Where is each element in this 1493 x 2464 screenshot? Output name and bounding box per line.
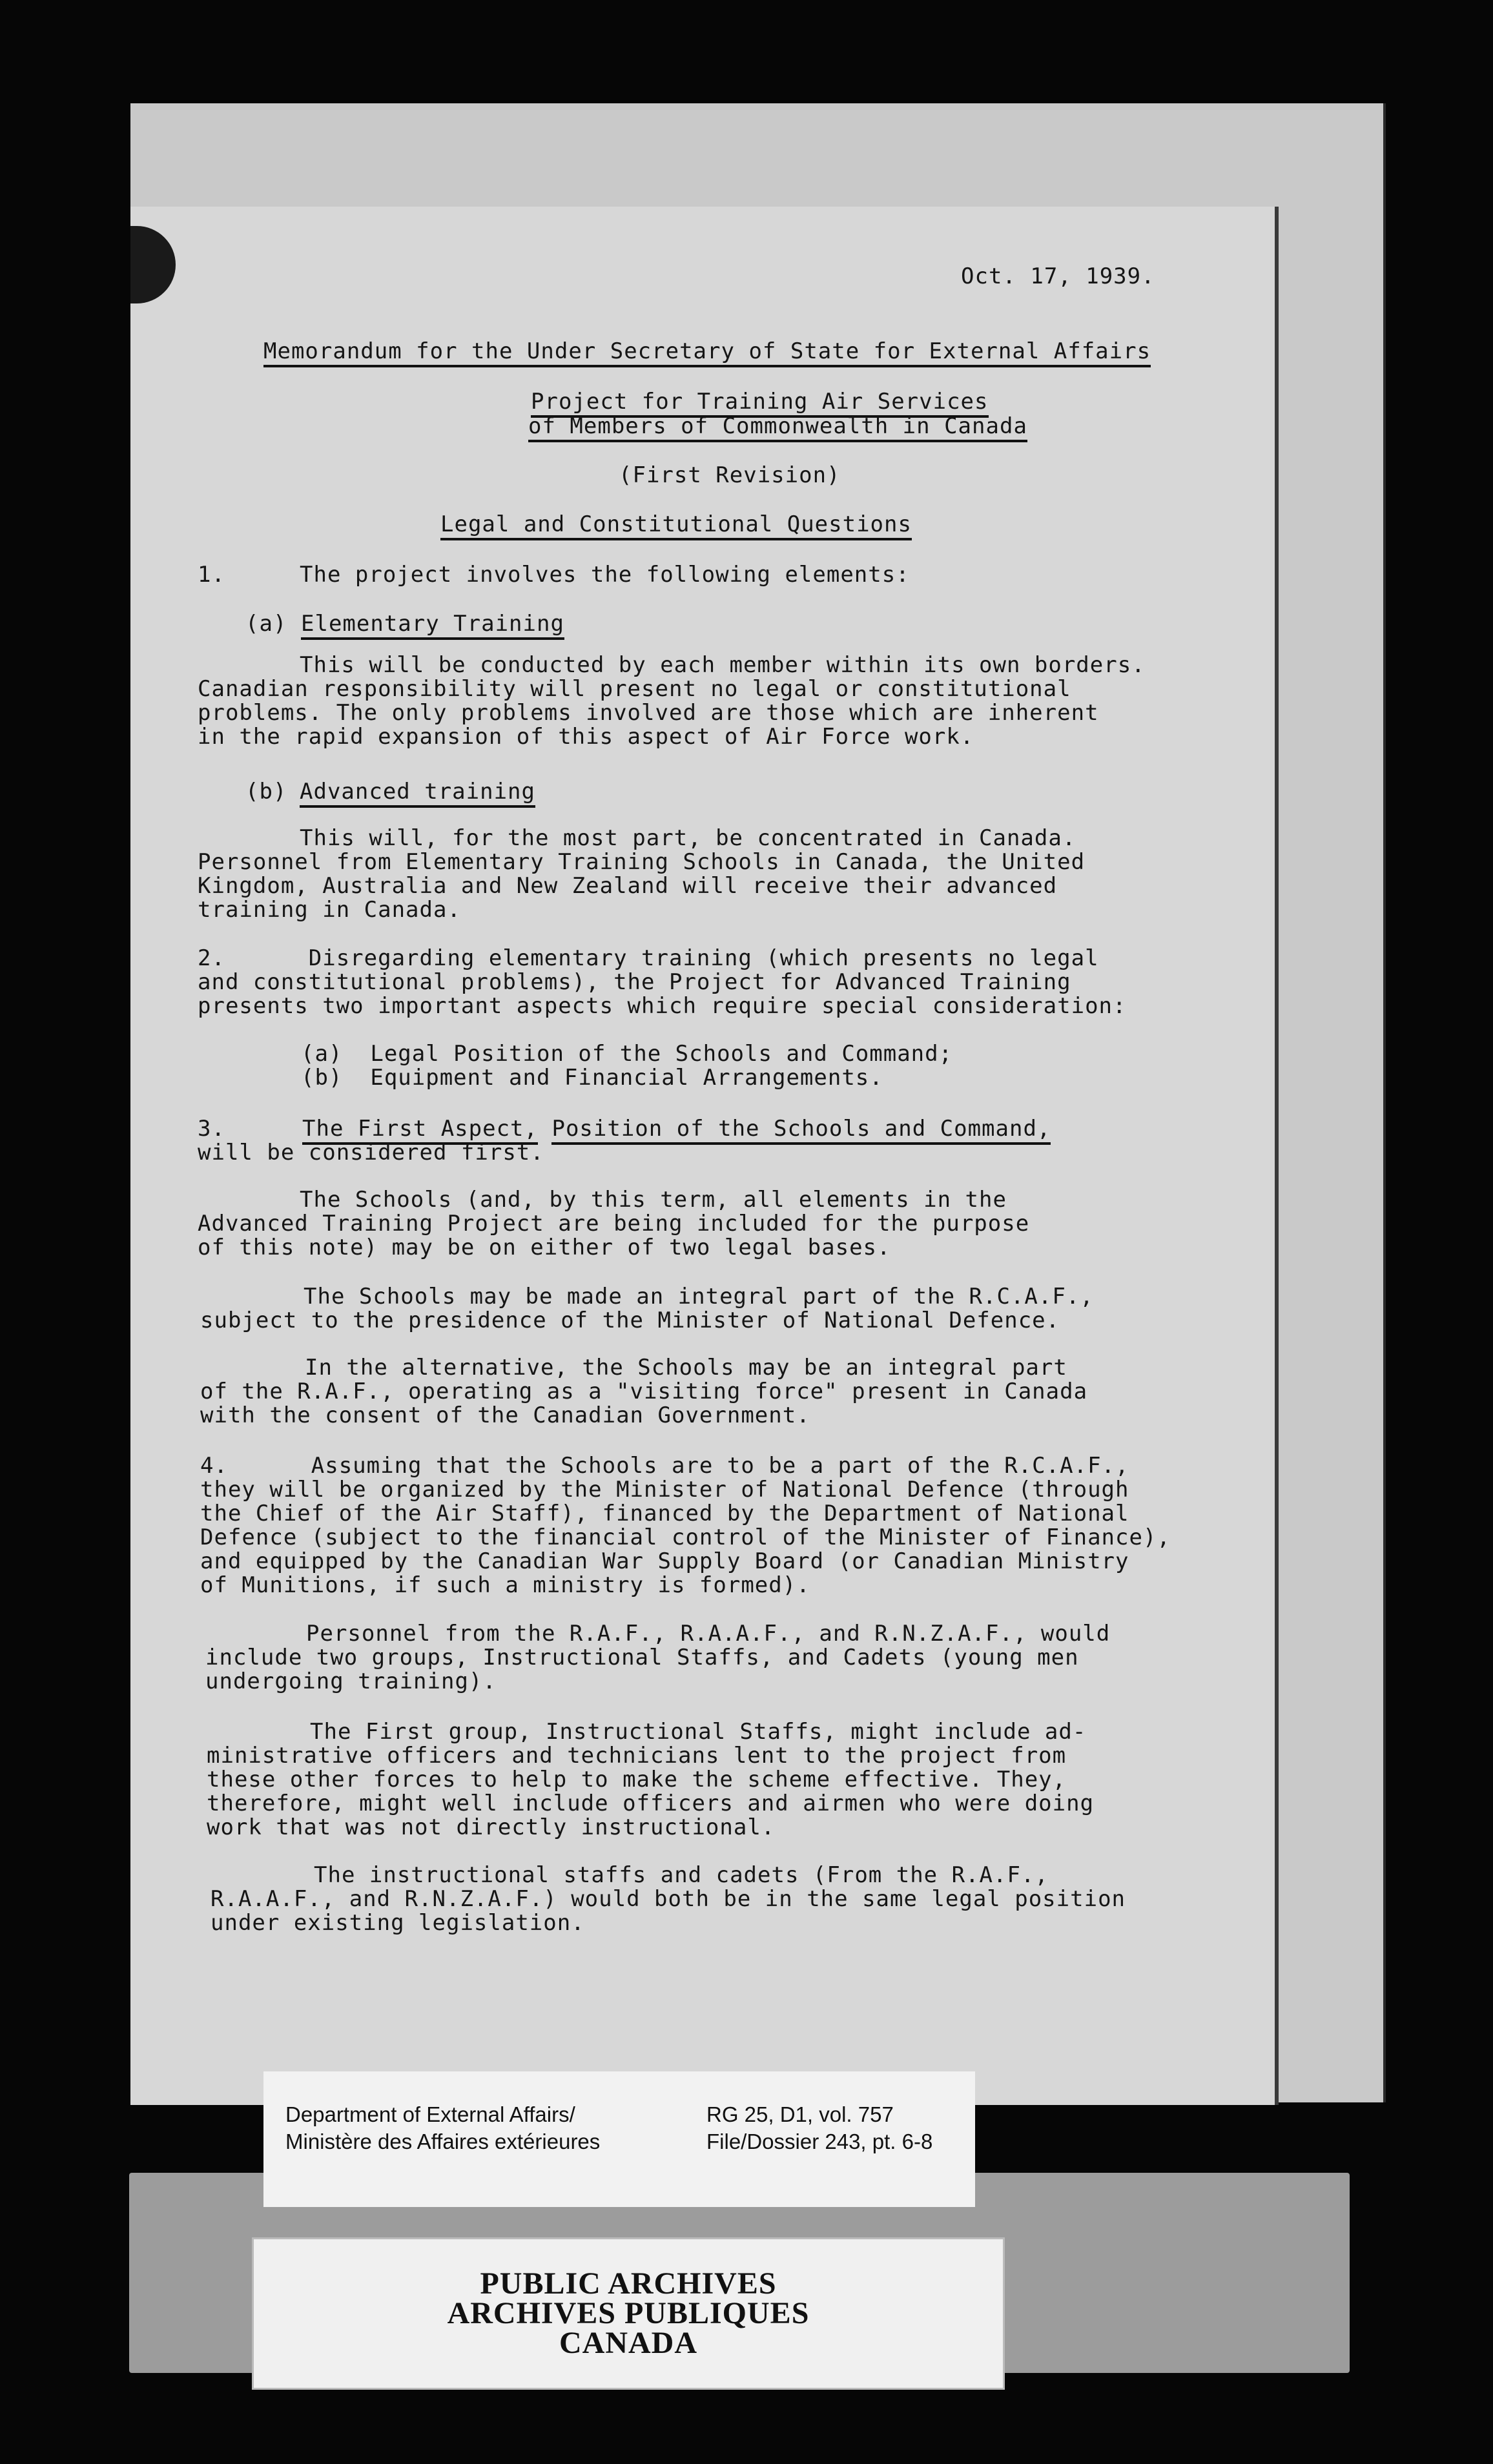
archive-reference-label	[263, 2071, 975, 2207]
item-b-label: (b)	[245, 779, 287, 805]
staffs-line: under existing legislation.	[211, 1910, 585, 1936]
paragraph-3-heading-b: Position of the Schools and Command,	[551, 1116, 1051, 1145]
staffs-line: The instructional staffs and cadets (From the R.A.F.,	[314, 1862, 1049, 1888]
memo-title-text: Memorandum for the Under Secretary of State for External Affairs	[263, 338, 1151, 367]
archive-file-number: File/Dossier 243, pt. 6-8	[706, 2130, 933, 2153]
schools-line: Advanced Training Project are being included for the purpose	[198, 1211, 1030, 1237]
item-a-heading	[301, 612, 564, 636]
project-line-2-text: of Members of Commonwealth in Canada	[528, 413, 1027, 442]
first-group-line: work that was not directly instructional.	[207, 1814, 776, 1840]
revision-label: (First Revision)	[619, 462, 841, 488]
archive-department-en: Department of External Affairs/	[285, 2102, 575, 2126]
paragraph-2-line: presents two important aspects which require special consideration:	[198, 993, 1127, 1019]
project-line-2	[528, 415, 1027, 438]
alternative-line: with the consent of the Canadian Government.	[200, 1402, 810, 1428]
personnel-line: include two groups, Instructional Staffs, and Cadets (young men	[205, 1645, 1079, 1670]
paragraph-4-line: they will be organized by the Minister of National Defence (through	[200, 1477, 1129, 1503]
item-a-line: problems. The only problems involved are those which are inherent	[198, 700, 1099, 726]
schools-line: of this note) may be on either of two legal bases.	[198, 1235, 891, 1260]
personnel-line: Personnel from the R.A.F., R.A.A.F., and R.N.Z.A.F., would	[306, 1621, 1111, 1647]
paragraph-4-line: and equipped by the Canadian War Supply Board (or Canadian Ministry	[200, 1548, 1129, 1574]
stamp-line-3: CANADA	[559, 2326, 697, 2360]
paragraph-4-line: the Chief of the Air Staff), financed by the Department of National	[200, 1501, 1129, 1526]
paragraph-2-line: and constitutional problems), the Project for Advanced Training	[198, 969, 1071, 995]
item-b-heading-text: Advanced training	[300, 779, 535, 808]
integral-line: The Schools may be made an integral part of the R.C.A.F.,	[304, 1284, 1094, 1309]
paragraph-2-item: (a) Legal Position of the Schools and Command;	[301, 1041, 953, 1067]
archive-department	[285, 2101, 600, 2155]
first-group-line: therefore, might well include officers and airmen who were doing	[207, 1791, 1095, 1816]
item-b-heading	[300, 780, 535, 804]
paragraph-4-line: Defence (subject to the financial control of the Minister of Finance),	[200, 1525, 1171, 1550]
first-group-line: The First group, Instructional Staffs, might include ad-	[310, 1719, 1087, 1745]
alternative-line: In the alternative, the Schools may be an integral part	[305, 1355, 1067, 1381]
integral-line: subject to the presidence of the Minister of National Defence.	[200, 1308, 1060, 1333]
project-line-1-text: Project for Training Air Services	[531, 389, 989, 418]
paragraph-3-heading	[302, 1117, 1051, 1141]
schools-line: The Schools (and, by this term, all elements in the	[300, 1187, 1007, 1213]
paragraph-1-text: The project involves the following elements:	[300, 562, 910, 588]
paragraph-4-line: of Munitions, if such a ministry is formed).	[200, 1572, 810, 1598]
archive-department-fr: Ministère des Affaires extérieures	[285, 2130, 601, 2153]
paragraph-1-number: 1.	[198, 562, 225, 588]
alternative-line: of the R.A.F., operating as a "visiting force" present in Canada	[200, 1379, 1088, 1404]
paragraph-3-heading-a: The First Aspect,	[302, 1116, 538, 1145]
paragraph-2-line: 2. Disregarding elementary training (which presents no legal	[198, 945, 1099, 971]
item-a-line: This will be conducted by each member within its own borders.	[300, 652, 1146, 678]
first-group-line: these other forces to help to make the scheme effective. They,	[207, 1767, 1067, 1792]
paragraph-4-line: 4. Assuming that the Schools are to be a part of the R.C.A.F.,	[200, 1453, 1129, 1479]
paragraph-2-item: (b) Equipment and Financial Arrangements.	[301, 1065, 883, 1091]
paragraph-3-line: will be considered first.	[198, 1140, 544, 1165]
staffs-line: R.A.A.F., and R.N.Z.A.F.) would both be in the same legal position	[211, 1886, 1126, 1912]
item-b-line: Personnel from Elementary Training Schools in Canada, the United	[198, 849, 1086, 875]
stamp-line-2: ARCHIVES PUBLIQUES	[447, 2296, 810, 2330]
item-b-line: Kingdom, Australia and New Zealand will receive their advanced	[198, 873, 1058, 899]
item-b-line: training in Canada.	[198, 897, 461, 923]
memo-date: Oct. 17, 1939.	[961, 263, 1155, 289]
project-line-1	[531, 390, 989, 414]
first-group-line: ministrative officers and technicians lent to the project from	[207, 1743, 1067, 1769]
item-a-line: in the rapid expansion of this aspect of Air Force work.	[198, 724, 974, 750]
memo-title	[263, 340, 1151, 364]
item-a-label: (a)	[245, 611, 287, 637]
paragraph-3-number: 3.	[198, 1116, 225, 1142]
public-archives-stamp	[252, 2237, 1005, 2390]
personnel-line: undergoing training).	[205, 1668, 497, 1694]
stamp-line-1: PUBLIC ARCHIVES	[480, 2266, 777, 2301]
archive-file-reference	[706, 2101, 932, 2155]
item-b-line: This will, for the most part, be concentrated in Canada.	[300, 825, 1076, 851]
section-heading-text: Legal and Constitutional Questions	[440, 511, 912, 540]
item-a-heading-text: Elementary Training	[301, 611, 564, 640]
archive-record-group: RG 25, D1, vol. 757	[706, 2102, 894, 2126]
item-a-line: Canadian responsibility will present no legal or constitutional	[198, 676, 1071, 702]
section-heading	[440, 513, 912, 537]
